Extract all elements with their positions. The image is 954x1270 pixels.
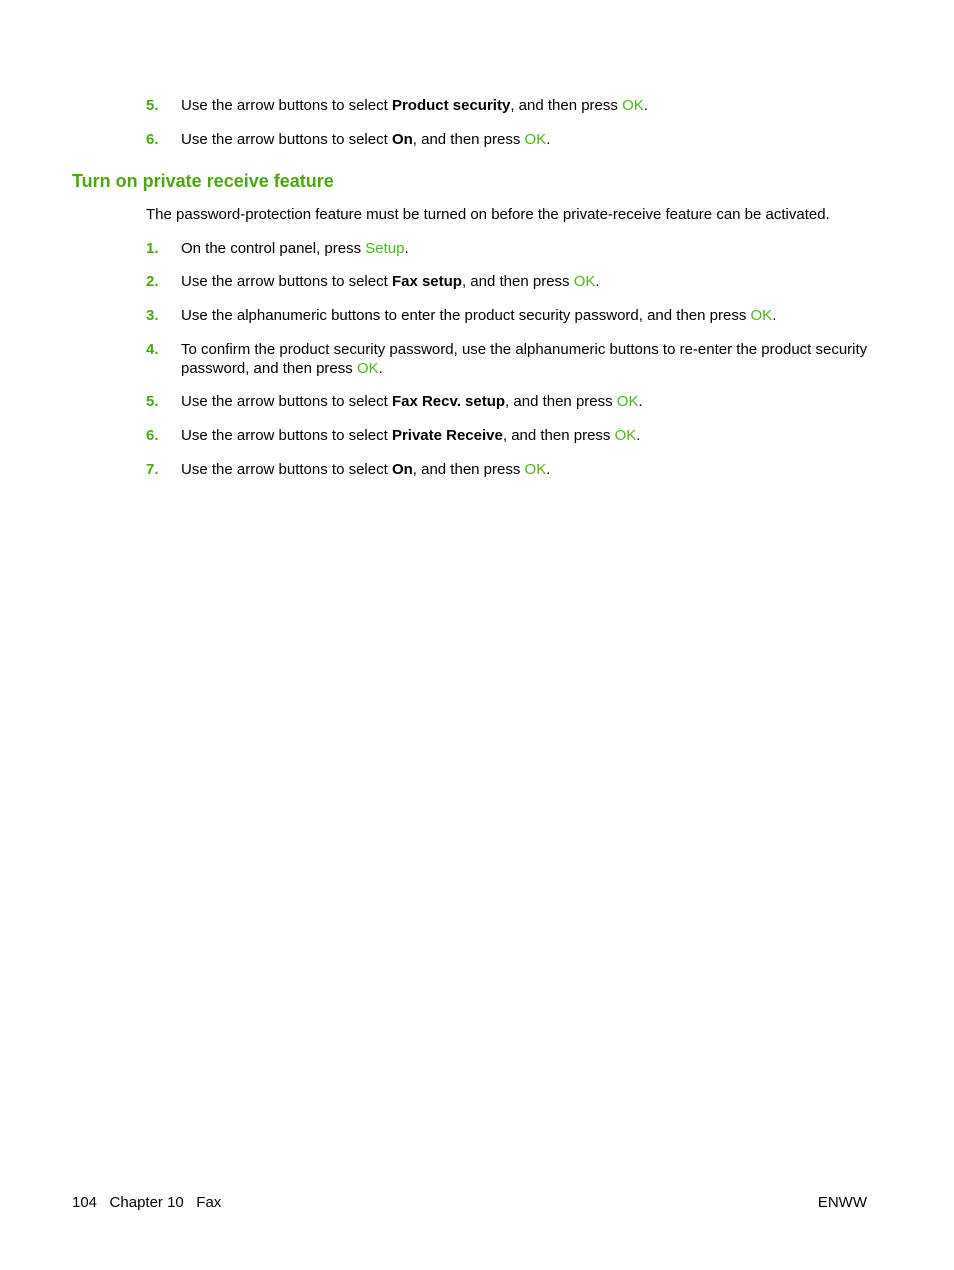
list-item	[146, 460, 876, 479]
control-key: OK	[524, 131, 547, 148]
menu-option: Private Receive	[391, 427, 503, 444]
step-number: 7.	[146, 461, 159, 478]
step-number: 3.	[146, 307, 159, 324]
page-number: 104	[72, 1194, 98, 1211]
page-footer-right: ENWW	[817, 1194, 867, 1211]
menu-option: Fax Recv. setup	[391, 393, 506, 410]
step-text: Use the arrow buttons to select Product security, and then press OK.	[181, 97, 648, 114]
control-key: OK	[750, 307, 773, 324]
page-footer-left	[72, 1193, 221, 1212]
step-text: On the control panel, press Setup.	[181, 240, 409, 257]
menu-option: On	[391, 131, 413, 148]
control-key: OK	[524, 461, 547, 478]
step-text: Use the arrow buttons to select Private Receive, and then press OK.	[181, 427, 641, 444]
step-text: Use the arrow buttons to select Fax Recv. setup, and then press OK.	[181, 393, 643, 410]
menu-option: On	[391, 461, 413, 478]
list-item	[146, 392, 876, 411]
list-item	[146, 272, 876, 291]
chapter-label: Chapter 10	[109, 1194, 184, 1211]
list-item	[146, 340, 876, 378]
step-number: 6.	[146, 131, 159, 148]
section-heading: Turn on private receive feature	[72, 171, 334, 191]
control-key: OK	[356, 360, 379, 377]
control-key: OK	[616, 393, 639, 410]
step-text: Use the arrow buttons to select On, and then press OK.	[181, 131, 551, 148]
control-key: OK	[622, 97, 644, 114]
step-text: Use the arrow buttons to select On, and then press OK.	[181, 461, 551, 478]
step-text: Use the alphanumeric buttons to enter the product security password, and then press OK.	[181, 307, 777, 324]
list-item	[146, 426, 876, 445]
control-key: OK	[614, 427, 637, 444]
step-number: 5.	[146, 393, 159, 410]
step-number: 2.	[146, 273, 159, 290]
chapter-title: Fax	[196, 1194, 222, 1211]
list-item	[146, 306, 876, 325]
menu-option: Product security	[391, 97, 511, 114]
menu-option: Fax setup	[391, 273, 462, 290]
step-number: 6.	[146, 427, 159, 444]
control-key: Setup	[365, 240, 405, 257]
step-number: 1.	[146, 240, 159, 257]
list-item	[146, 239, 876, 258]
step-text: To confirm the product security password, use the alphanumeric buttons to re-enter the product security password, and then press OK.	[181, 341, 868, 377]
list-item	[146, 96, 876, 115]
list-item	[146, 130, 876, 149]
control-key: OK	[573, 273, 596, 290]
step-text: Use the arrow buttons to select Fax setup, and then press OK.	[181, 273, 600, 290]
step-number: 4.	[146, 341, 159, 358]
intro-paragraph: The password-protection feature must be turned on before the private-receive feature can be activated.	[146, 206, 830, 223]
step-number: 5.	[146, 97, 159, 114]
